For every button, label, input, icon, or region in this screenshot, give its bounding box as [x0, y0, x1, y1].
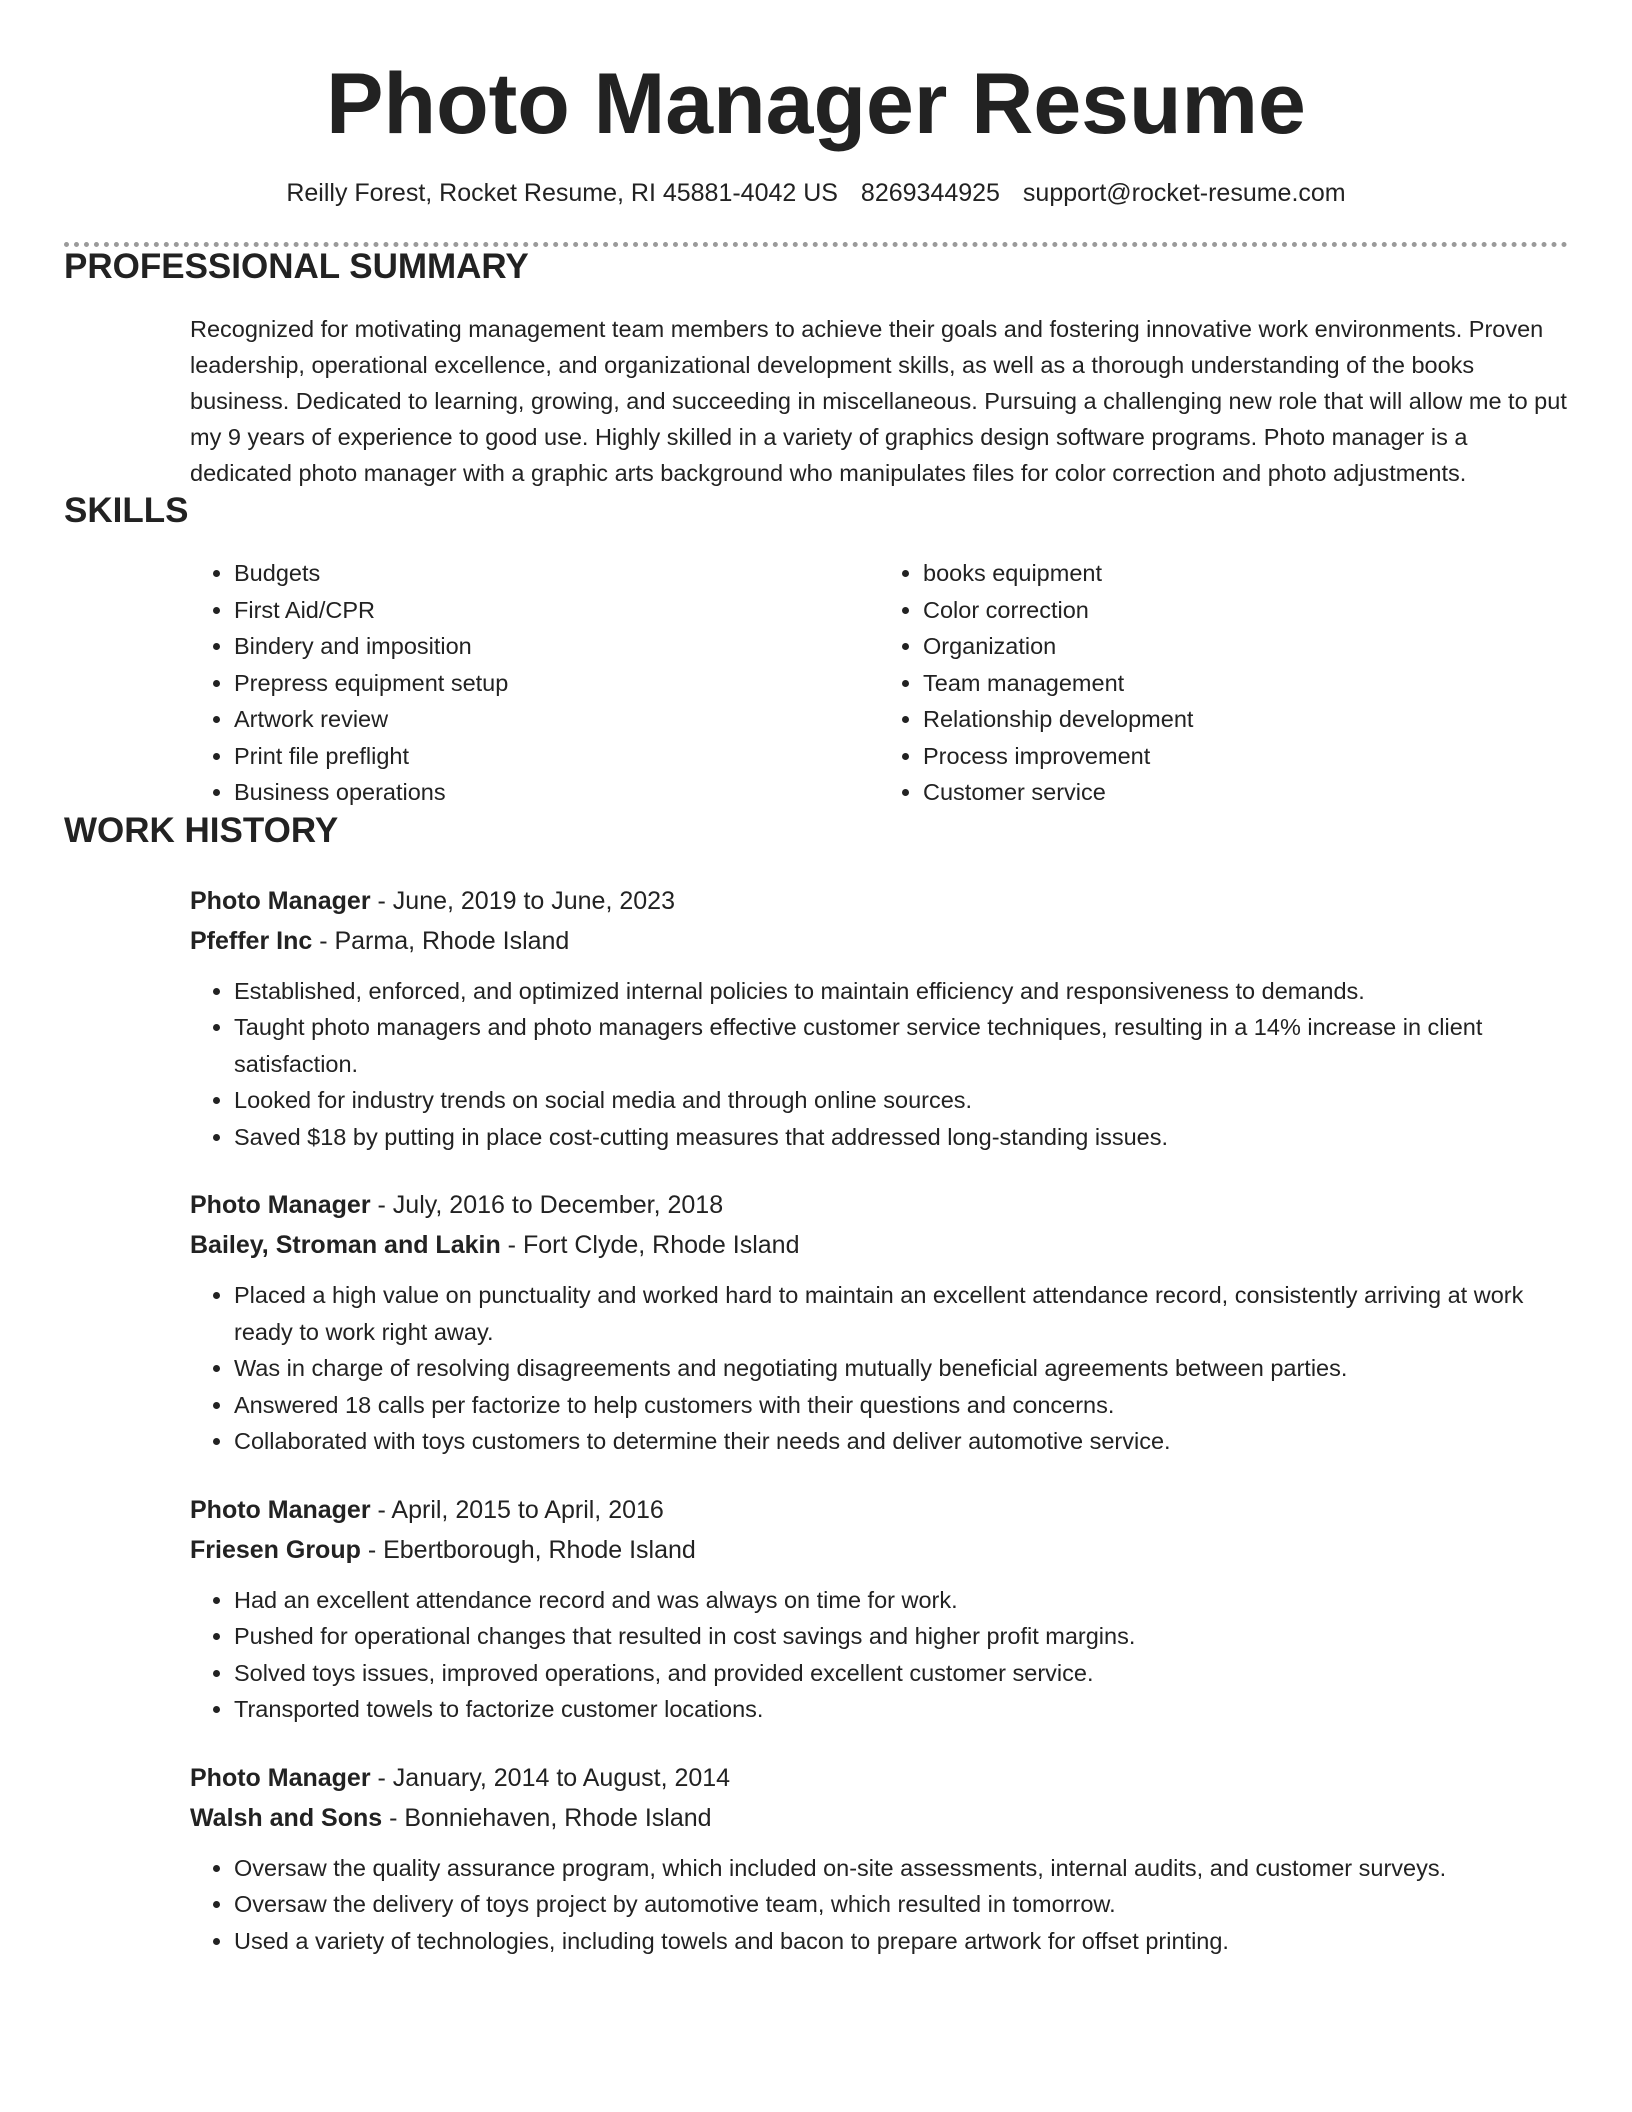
skill-item: • Organization — [923, 628, 1568, 665]
job-bullet: • Established, enforced, and optimized internal policies to maintain efficiency and responsiveness to demands. — [234, 973, 1568, 1010]
job-bullet: • Pushed for operational changes that resulted in cost savings and higher profit margins. — [234, 1618, 1568, 1655]
job-company-line — [190, 1530, 1568, 1570]
job-entry — [190, 1185, 1568, 1460]
job-bullets — [190, 1277, 1568, 1460]
job-title: Photo Manager — [190, 886, 371, 915]
work-history-heading: WORK HISTORY — [64, 810, 339, 850]
skill-item: • Budgets — [234, 555, 879, 592]
job-bullet: • Used a variety of technologies, including towels and bacon to prepare artwork for offset printing. — [234, 1923, 1568, 1960]
job-title-line — [190, 1185, 1568, 1225]
job-title: Photo Manager — [190, 1763, 371, 1792]
job-location: - Fort Clyde, Rhode Island — [500, 1231, 800, 1259]
contact-email: support@rocket-resume.com — [1022, 179, 1346, 207]
summary-text: Recognized for motivating management team members to achieve their goals and fostering innovative work environments. Proven leadership, operational excellence, and organizational development skills, as well as a thorough understanding of the books business. Dedicated to learning, growing, and succeeding in miscellaneous. Pursuing a challenging new role that will allow me to put my 9 years of experience to good use. Highly skilled in a variety of graphics design software programs. Photo manager is a dedicated photo manager with a graphic arts background who manipulates files for color correction and photo adjustments. — [190, 316, 1567, 486]
job-bullet: • Collaborated with toys customers to determine their needs and deliver automotive service. — [234, 1423, 1568, 1460]
job-title-line — [190, 1758, 1568, 1798]
job-title: Photo Manager — [190, 1495, 371, 1524]
skill-item: • Prepress equipment setup — [234, 665, 879, 702]
job-title: Photo Manager — [190, 1191, 371, 1219]
contact-phone: 8269344925 — [860, 179, 1000, 207]
job-bullet: • Taught photo managers and photo managers effective customer service techniques, resulting in a 14% increase in client satisfaction. — [234, 1009, 1568, 1082]
skill-item: • Bindery and imposition — [234, 628, 879, 665]
skill-item: • Color correction — [923, 592, 1568, 629]
job-entry — [190, 1758, 1568, 1960]
contact-address: Reilly Forest, Rocket Resume, RI 45881-4042 US — [286, 179, 838, 207]
skills-list — [190, 555, 1568, 811]
job-entry — [190, 1490, 1568, 1728]
job-company: Bailey, Stroman and Lakin — [190, 1231, 501, 1259]
job-dates: - July, 2016 to December, 2018 — [370, 1191, 724, 1219]
skill-item: • Artwork review — [234, 701, 879, 738]
job-bullet: • Had an excellent attendance record and was always on time for work. — [234, 1582, 1568, 1619]
skill-item: • Business operations — [234, 774, 879, 811]
job-dates: - January, 2014 to August, 2014 — [370, 1763, 731, 1792]
skill-item: • books equipment — [923, 555, 1568, 592]
job-bullet: • Solved toys issues, improved operations, and provided excellent customer service. — [234, 1655, 1568, 1692]
job-bullet: • Looked for industry trends on social media and through online sources. — [234, 1082, 1568, 1119]
job-bullet: • Saved $18 by putting in place cost-cutting measures that addressed long-standing issues. — [234, 1119, 1568, 1156]
job-dates: - April, 2015 to April, 2016 — [370, 1495, 664, 1524]
skills-heading: SKILLS — [64, 491, 189, 530]
job-company: Friesen Group — [190, 1535, 361, 1564]
job-location: - Ebertborough, Rhode Island — [360, 1535, 696, 1564]
skill-item: • Process improvement — [923, 738, 1568, 775]
skill-item: • Team management — [923, 665, 1568, 702]
skill-item: • Relationship development — [923, 701, 1568, 738]
skills-column-left — [190, 555, 879, 811]
job-company-line — [190, 1225, 1568, 1265]
page-title: Photo Manager Resume — [326, 56, 1306, 152]
job-company: Pfeffer Inc — [190, 926, 313, 955]
job-company-line — [190, 1798, 1568, 1838]
job-bullets — [190, 973, 1568, 1156]
job-bullets — [190, 1582, 1568, 1728]
skill-item: • Print file preflight — [234, 738, 879, 775]
job-company: Walsh and Sons — [190, 1803, 383, 1832]
job-bullet: • Transported towels to factorize customer locations. — [234, 1691, 1568, 1728]
job-bullet: • Oversaw the delivery of toys project by automotive team, which resulted in tomorrow. — [234, 1886, 1568, 1923]
job-entry — [190, 881, 1568, 1156]
job-bullet: • Was in charge of resolving disagreements and negotiating mutually beneficial agreements between parties. — [234, 1350, 1568, 1387]
job-title-line — [190, 881, 1568, 921]
job-bullet: • Oversaw the quality assurance program, which included on-site assessments, internal audits, and customer surveys. — [234, 1850, 1568, 1887]
skill-item: • First Aid/CPR — [234, 592, 879, 629]
job-dates: - June, 2019 to June, 2023 — [370, 886, 675, 915]
job-title-line — [190, 1490, 1568, 1530]
job-location: - Parma, Rhode Island — [312, 926, 570, 955]
skills-column-right — [879, 555, 1568, 811]
job-company-line — [190, 921, 1568, 961]
job-bullet: • Answered 18 calls per factorize to help customers with their questions and concerns. — [234, 1387, 1568, 1424]
job-bullet: • Placed a high value on punctuality and worked hard to maintain an excellent attendance record, consistently arriving at work ready to work right away. — [234, 1277, 1568, 1350]
skill-item: • Customer service — [923, 774, 1568, 811]
contact-line — [64, 178, 1568, 208]
job-bullets — [190, 1850, 1568, 1960]
summary-heading: PROFESSIONAL SUMMARY — [64, 247, 529, 286]
job-location: - Bonniehaven, Rhode Island — [382, 1803, 712, 1832]
